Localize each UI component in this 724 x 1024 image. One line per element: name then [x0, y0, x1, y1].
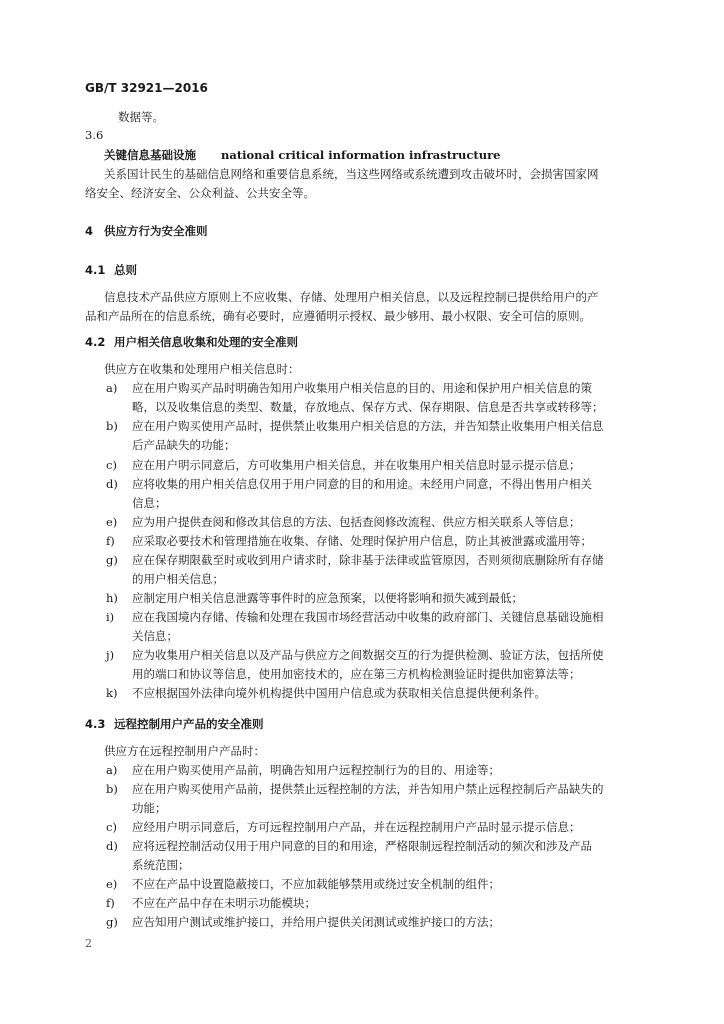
clause-4-3-number: 4.3 [85, 717, 106, 731]
list-item-text-line-1: 应在用户购买使用产品前，明确告知用户远程控制行为的目的、用途等； [132, 763, 500, 777]
list-item-text-line-2: 系统范围； [132, 858, 190, 872]
continuation-text: 数据等。 [118, 110, 164, 124]
list-item-label: g) [106, 553, 118, 567]
list-item-label: a) [106, 381, 118, 395]
list-item-label: f) [106, 534, 115, 548]
list-item-label: c) [106, 820, 117, 834]
list-item-text-line-1: 不应在产品中设置隐蔽接口，不应加载能够禁用或绕过安全机制的组件； [132, 877, 500, 891]
list-item-text-line-1: 应采取必要技术和管理措施在收集、存储、处理时保护用户信息，防止其被泄露或滥用等； [132, 534, 592, 548]
list-item-label: d) [106, 477, 118, 491]
standard-id: GB/T 32921—2016 [85, 81, 208, 95]
list-item-text-line-2: 用的端口和协议等信息，使用加密技术的，应在第三方机构检测验证时提供加密算法等； [132, 667, 581, 681]
term-english: national critical information infrastructure [221, 148, 501, 162]
clause-4-2-number: 4.2 [85, 335, 106, 349]
list-item-text-line-1: 应在我国境内存储、传输和处理在我国市场经营活动中收集的政府部门、关键信息基础设施相 [132, 610, 604, 624]
clause-4-1-para-line-1: 信息技术产品供应方原则上不应收集、存储、处理用户相关信息，以及远程控制已提供给用户的产 [104, 290, 599, 304]
list-item-text-line-1: 应为收集用户相关信息以及产品与供应方之间数据交互的行为提供检测、验证方法，包括所使 [132, 648, 604, 662]
list-item-text-line-1: 应在用户购买产品时明确告知用户收集用户相关信息的目的、用途和保护用户相关信息的策 [132, 381, 592, 395]
list-item-text-line-1: 应将远程控制活动仅用于用户同意的目的和用途，严格限制远程控制活动的频次和涉及产品 [132, 839, 592, 853]
chapter-4-number: 4 [85, 224, 94, 238]
list-item-text-line-1: 应制定用户相关信息泄露等事件时的应急预案，以便将影响和损失减到最低； [132, 591, 523, 605]
list-item-text-line-1: 应在用户购买使用产品时，提供禁止收集用户相关信息的方法，并告知禁止收集用户相关信息 [132, 419, 604, 433]
list-item-text-line-1: 不应根据国外法律向境外机构提供中国用户信息或为获取相关信息提供便利条件。 [132, 686, 546, 700]
clause-4-2-intro: 供应方在收集和处理用户相关信息时： [104, 362, 300, 376]
list-item-text-line-1: 应在用户明示同意后，方可收集用户相关信息，并在收集用户相关信息时显示提示信息； [132, 458, 581, 472]
list-item-label: h) [106, 591, 118, 605]
list-item-label: e) [106, 515, 118, 529]
term-chinese: 关键信息基础设施 [104, 148, 196, 162]
list-item-text-line-1: 不应在产品中存在未明示功能模块； [132, 896, 316, 910]
term-definition-line-1: 关系国计民生的基础信息网络和重要信息系统，当这些网络或系统遭到攻击破坏时，会损害国家网 [104, 167, 599, 181]
list-item-text-line-1: 应在用户购买使用产品前，提供禁止远程控制的方法，并告知用户禁止远程控制后产品缺失的 [132, 782, 604, 796]
clause-3-6-number: 3.6 [85, 128, 104, 142]
list-item-label: i) [106, 610, 115, 624]
clause-4-3-title: 远程控制用户产品的安全准则 [114, 717, 264, 731]
page-number: 2 [85, 937, 92, 950]
list-item-label: b) [106, 782, 118, 796]
chapter-4-title: 供应方行为安全准则 [104, 224, 208, 238]
list-item-text-line-2: 信息； [132, 496, 167, 510]
list-item-label: e) [106, 877, 118, 891]
list-item-label: c) [106, 458, 117, 472]
list-item-text-line-2: 功能； [132, 801, 167, 815]
clause-4-1-number: 4.1 [85, 263, 106, 277]
list-item-text-line-1: 应告知用户测试或维护接口，并给用户提供关闭测试或维护接口的方法； [132, 915, 500, 929]
list-item-text-line-1: 应为用户提供查阅和修改其信息的方法、包括查阅修改流程、供应方相关联系人等信息； [132, 515, 581, 529]
clause-4-2-title: 用户相关信息收集和处理的安全准则 [114, 335, 298, 349]
list-item-label: k) [106, 686, 118, 700]
list-item-label: b) [106, 419, 118, 433]
list-item-text-line-1: 应将收集的用户相关信息仅用于用户同意的目的和用途。未经用户同意，不得出售用户相关 [132, 477, 592, 491]
term-definition-line-2: 络安全、经济安全、公众利益、公共安全等。 [85, 186, 315, 200]
list-item-label: g) [106, 915, 118, 929]
list-item-text-line-1: 应经用户明示同意后，方可远程控制用户产品，并在远程控制用户产品时显示提示信息； [132, 820, 581, 834]
list-item-text-line-1: 应在保存期限截至时或收到用户请求时，除非基于法律或监管原因，否则须彻底删除所有存储 [132, 553, 604, 567]
clause-4-1-title: 总则 [114, 263, 137, 277]
list-item-label: d) [106, 839, 118, 853]
list-item-text-line-2: 略，以及收集信息的类型、数量，存放地点、保存方式、保存期限、信息是否共享或转移等； [132, 400, 604, 414]
list-item-label: j) [106, 648, 115, 662]
list-item-text-line-2: 关信息； [132, 629, 178, 643]
clause-4-1-para-line-2: 品和产品所在的信息系统，确有必要时，应遵循明示授权、最少够用、最小权限、安全可信的原则。 [85, 309, 591, 323]
list-item-label: f) [106, 896, 115, 910]
clause-4-3-intro: 供应方在远程控制用户产品时： [104, 744, 265, 758]
list-item-text-line-2: 后产品缺失的功能； [132, 438, 236, 452]
list-item-text-line-2: 的用户相关信息； [132, 572, 224, 586]
list-item-label: a) [106, 763, 118, 777]
